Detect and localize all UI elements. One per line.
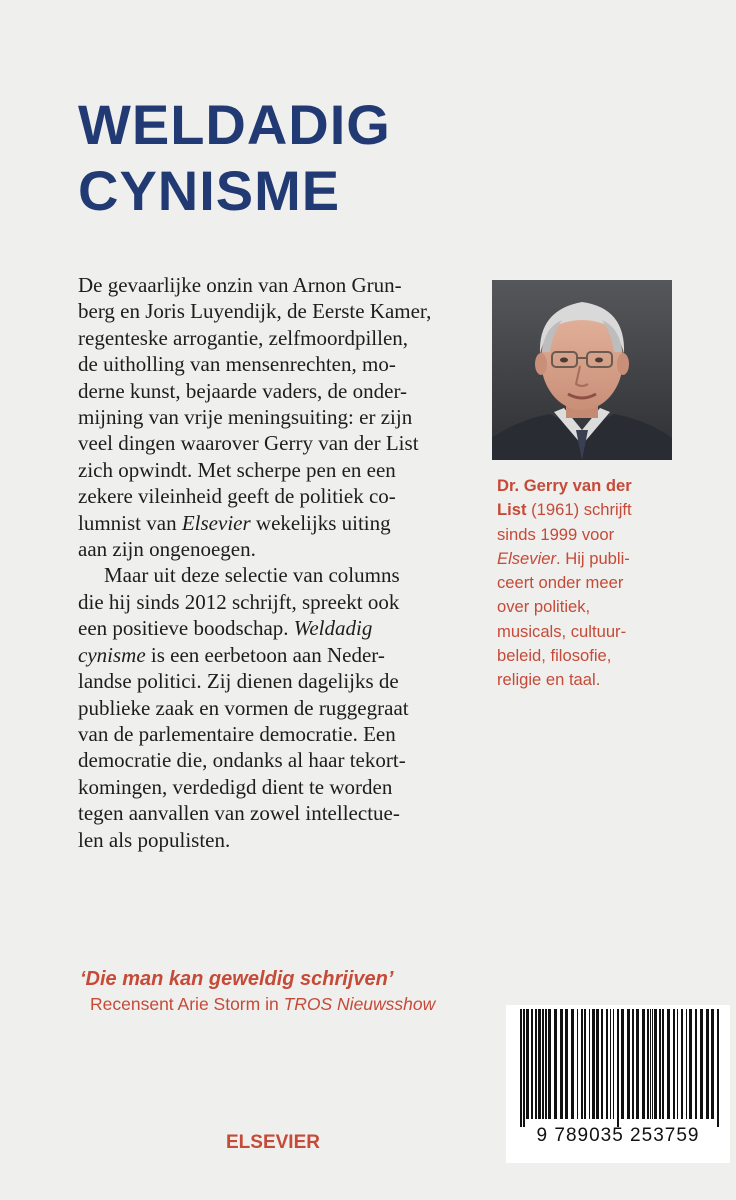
text-line: die hij sinds 2012 schrijft, spreekt ook — [78, 589, 400, 614]
barcode-bar — [531, 1009, 533, 1119]
barcode-bar — [526, 1009, 529, 1119]
text-line: veel dingen waarover Gerry van der List — [78, 431, 419, 456]
barcode-bar — [652, 1009, 653, 1119]
text-line: zich opwindt. Met scherpe pen en een — [78, 457, 396, 482]
barcode-bar — [577, 1009, 578, 1119]
barcode-bar — [548, 1009, 551, 1119]
text-line: derne kunst, bejaarde vaders, de onder- — [78, 378, 408, 403]
text-line: Maar uit deze selectie van columns — [104, 563, 400, 588]
review-quote — [80, 966, 435, 1016]
bio-line: beleid, filosofie, — [497, 646, 612, 666]
barcode-bar — [545, 1009, 547, 1119]
text-line: zekere vileinheid geeft de politiek co- — [78, 484, 396, 509]
text-line: mijning van vrije meningsuiting: er zijn — [78, 405, 413, 430]
bio-line: (1961) schrijft — [526, 500, 632, 520]
italic-title: cynisme — [78, 642, 146, 667]
text-line: komingen, verdedigd dient te worden — [78, 774, 393, 799]
isbn-barcode — [506, 1005, 730, 1163]
barcode-bar — [667, 1009, 670, 1119]
blurb-text — [78, 272, 478, 853]
barcode-bar — [627, 1009, 630, 1119]
barcode-bar — [621, 1009, 624, 1119]
bio-line: . Hij publi- — [556, 548, 630, 568]
quote-source-show: TROS Nieuwsshow — [283, 994, 436, 1014]
barcode-bar — [706, 1009, 709, 1119]
bio-line: over politiek, — [497, 597, 591, 617]
text-line: len als populisten. — [78, 827, 231, 852]
barcode-bar — [592, 1009, 595, 1119]
text-line: aan zijn ongenoegen. — [78, 537, 256, 562]
barcode-bar — [681, 1009, 683, 1119]
title-line-2: CYNISME — [78, 159, 341, 222]
barcode-bar — [662, 1009, 664, 1119]
barcode-bar — [700, 1009, 703, 1119]
barcode-bar — [542, 1009, 544, 1119]
author-photo — [492, 280, 672, 460]
barcode-bar — [717, 1009, 719, 1127]
publisher-logo: ELSEVIER — [226, 1132, 320, 1153]
text-line: wekelijks uiting — [255, 510, 391, 535]
barcode-bar — [601, 1009, 603, 1119]
barcode-bar — [589, 1009, 590, 1119]
barcode-bar — [689, 1009, 692, 1119]
text-line: van de parlementaire democratie. Een — [78, 721, 396, 746]
barcode-bar — [617, 1009, 619, 1127]
barcode-bar — [686, 1009, 687, 1119]
barcode-bar — [695, 1009, 697, 1119]
barcode-bar — [636, 1009, 639, 1119]
text-line: democratie die, ondanks al haar tekort- — [78, 748, 406, 773]
blurb-paragraph-1 — [78, 272, 478, 562]
barcode-bars — [506, 1009, 730, 1129]
barcode-bar — [565, 1009, 568, 1119]
barcode-bar — [535, 1009, 537, 1119]
barcode-bar — [632, 1009, 634, 1119]
text-line: regenteske arrogantie, zelfmoordpillen, — [78, 325, 409, 350]
blurb-paragraph-2 — [78, 562, 478, 852]
author-name-continued: List — [497, 500, 527, 520]
italic-magazine-name: Elsevier — [497, 548, 557, 568]
barcode-bar — [647, 1009, 649, 1119]
barcode-bar — [538, 1009, 541, 1119]
italic-magazine-name: Elsevier — [181, 510, 251, 535]
text-line: publieke zaak en vormen de ruggegraat — [78, 695, 409, 720]
barcode-bar — [520, 1009, 522, 1127]
barcode-bar — [613, 1009, 614, 1119]
author-portrait-illustration — [492, 280, 672, 460]
text-line: landse politici. Zij dienen dagelijks de — [78, 669, 399, 694]
quote-source — [80, 992, 435, 1016]
barcode-bar — [642, 1009, 645, 1119]
barcode-bar — [581, 1009, 583, 1119]
barcode-bar — [560, 1009, 563, 1119]
quote-text: ‘Die man kan geweldig schrijven’ — [80, 968, 394, 990]
text-line: is een eerbetoon aan Neder- — [150, 642, 385, 667]
barcode-bar — [606, 1009, 608, 1119]
text-line: de uitholling van mensenrechten, mo- — [78, 352, 396, 377]
barcode-bar — [596, 1009, 599, 1119]
italic-title: Weldadig — [293, 616, 373, 641]
barcode-bar — [659, 1009, 661, 1119]
text-line: De gevaarlijke onzin van Arnon Grun- — [78, 273, 402, 297]
title-line-1: WELDADIG — [78, 93, 391, 156]
barcode-bar — [554, 1009, 557, 1119]
author-name: Dr. Gerry van der — [497, 476, 632, 495]
isbn-digits: 9 789035 253759 — [536, 1125, 700, 1146]
quote-source-prefix: Recensent Arie Storm in — [90, 994, 284, 1014]
text-line: berg en Joris Luyendijk, de Eerste Kamer, — [78, 299, 432, 324]
text-line: tegen aanvallen van zowel intellectue- — [78, 801, 400, 826]
barcode-bar — [571, 1009, 574, 1119]
barcode-bar — [711, 1009, 714, 1119]
barcode-bar — [654, 1009, 657, 1119]
barcode-bar — [673, 1009, 675, 1119]
bio-line: musicals, cultuur- — [497, 621, 627, 641]
barcode-bar — [610, 1009, 611, 1119]
barcode-bar — [650, 1009, 651, 1119]
author-bio — [497, 474, 687, 693]
barcode-bar — [523, 1009, 525, 1127]
bio-line: ceert onder meer — [497, 573, 624, 593]
barcode-bar — [677, 1009, 678, 1119]
barcode-bar — [584, 1009, 586, 1119]
text-line: lumnist van — [78, 510, 177, 535]
book-title — [78, 92, 391, 224]
bio-line: sinds 1999 voor — [497, 524, 615, 544]
text-line: een positieve boodschap. — [78, 616, 289, 641]
bio-line: religie en taal. — [497, 670, 601, 690]
